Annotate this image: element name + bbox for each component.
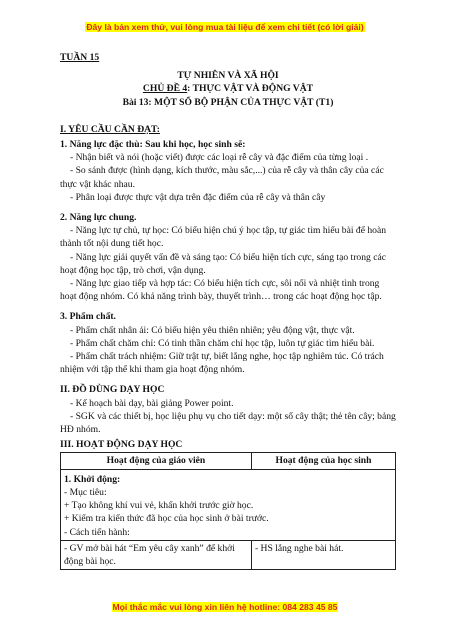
activities-table — [60, 452, 396, 570]
list-item: - Mục tiêu: — [64, 486, 107, 498]
list-item: - Phẩm chất nhân ái: Có biểu hiện yêu thiên nhiên; yêu động vật, thực vật. — [70, 324, 355, 336]
list-item: + Tạo không khí vui vẻ, khấn khởi trước giờ học. — [64, 500, 254, 512]
list-item: - Năng lực giao tiếp và hợp tác: Có biểu hiện tích cực, sôi nổi và nhiệt tình trong hoạt động nhóm. Có khả năng trình bày, thuyết trình… trong các hoạt động học tập. — [60, 278, 382, 303]
list-item: - Năng lực tự chủ, tự học: Có biểu hiện chú ý học tập, tự giác tìm hiểu bài để hoàn thành tốt nội dung tiết học. — [60, 225, 386, 250]
list-item: - So sánh được (hình dạng, kích thước, màu sắc,...) của rễ cây và thân cây của các thực vật khác nhau. — [60, 165, 384, 190]
week-label: TUẦN 15 — [60, 52, 100, 63]
list-item: + Kiểm tra kiến thức đã học của học sinh ở bài trước. — [64, 513, 269, 525]
list-item: - Cách tiến hành: — [64, 526, 130, 538]
lesson-document — [60, 51, 396, 570]
list-item: - Phẩm chất chăm chỉ: Có tinh thần chăm chỉ học tập, luôn tự giác tìm hiểu bài. — [70, 337, 375, 349]
student-activity-cell: - HS lắng nghe bài hát. — [251, 540, 395, 569]
general-competence-title: 2. Năng lực chung. — [60, 212, 137, 224]
course-title: TỰ NHIÊN VÀ XÃ HỘI — [177, 70, 279, 82]
hotline-banner: Mọi thắc mắc vui lòng xin liên hệ hotline: 084 283 45 85 — [112, 602, 338, 612]
section-activities-title: III. HOẠT ĐỘNG DẠY HỌC — [60, 439, 183, 451]
teacher-activity-cell: - GV mở bài hát “Em yêu cây xanh” để khởi động bài học. — [61, 540, 252, 569]
list-item: - Phẩm chất trách nhiệm: Giữ trật tự, biết lắng nghe, học tập nghiêm túc. Có trách nhiệm với tập thể khi tham gia hoạt động nhóm. — [60, 351, 384, 376]
warmup-cell — [61, 469, 396, 540]
section-materials-title: II. ĐỒ DÙNG DẠY HỌC — [60, 384, 165, 396]
list-item: - Phân loại được thực vật dựa trên đặc điểm của rễ cây và thân cây — [70, 191, 326, 203]
column-header-student: Hoạt động của học sinh — [251, 453, 395, 469]
warmup-title: 1. Khởi động: — [64, 473, 121, 485]
column-header-teacher: Hoạt động của giáo viên — [61, 453, 252, 469]
section-requirements-title: I. YÊU CẦU CẦN ĐẠT: — [60, 123, 160, 135]
qualities-title: 3. Phẩm chất. — [60, 311, 116, 323]
preview-notice-banner: Đây là bản xem thử, vui lòng mua tài liệu để xem chi tiết (có lời giải) — [86, 22, 364, 32]
list-item: - SGK và các thiết bị, học liệu phụ vụ cho tiết dạy: một số cây thật; thẻ tên cây; bảng HĐ nhóm. — [60, 410, 396, 436]
list-item: - Kế hoạch bài dạy, bài giảng Power point. — [70, 397, 234, 409]
lesson-title: Bài 13: MỘT SỐ BỘ PHẬN CỦA THỰC VẬT (T1) — [122, 96, 334, 108]
subject-title: CHỦ ĐỀ 4: THỰC VẬT VÀ ĐỘNG VẬT — [142, 83, 314, 95]
list-item: - Nhận biết và nói (hoặc viết) được các loại rễ cây và đặc điểm của từng loại . — [70, 152, 369, 164]
list-item: - Năng lực giải quyết vấn đề và sáng tạo: Có biểu hiện tích cực, sáng tạo trong các hoạt động học tập, trò chơi, vận dụng. — [60, 251, 386, 276]
specific-competence-title: 1. Năng lực đặc thù: Sau khi học, học sinh sẽ: — [60, 139, 246, 151]
